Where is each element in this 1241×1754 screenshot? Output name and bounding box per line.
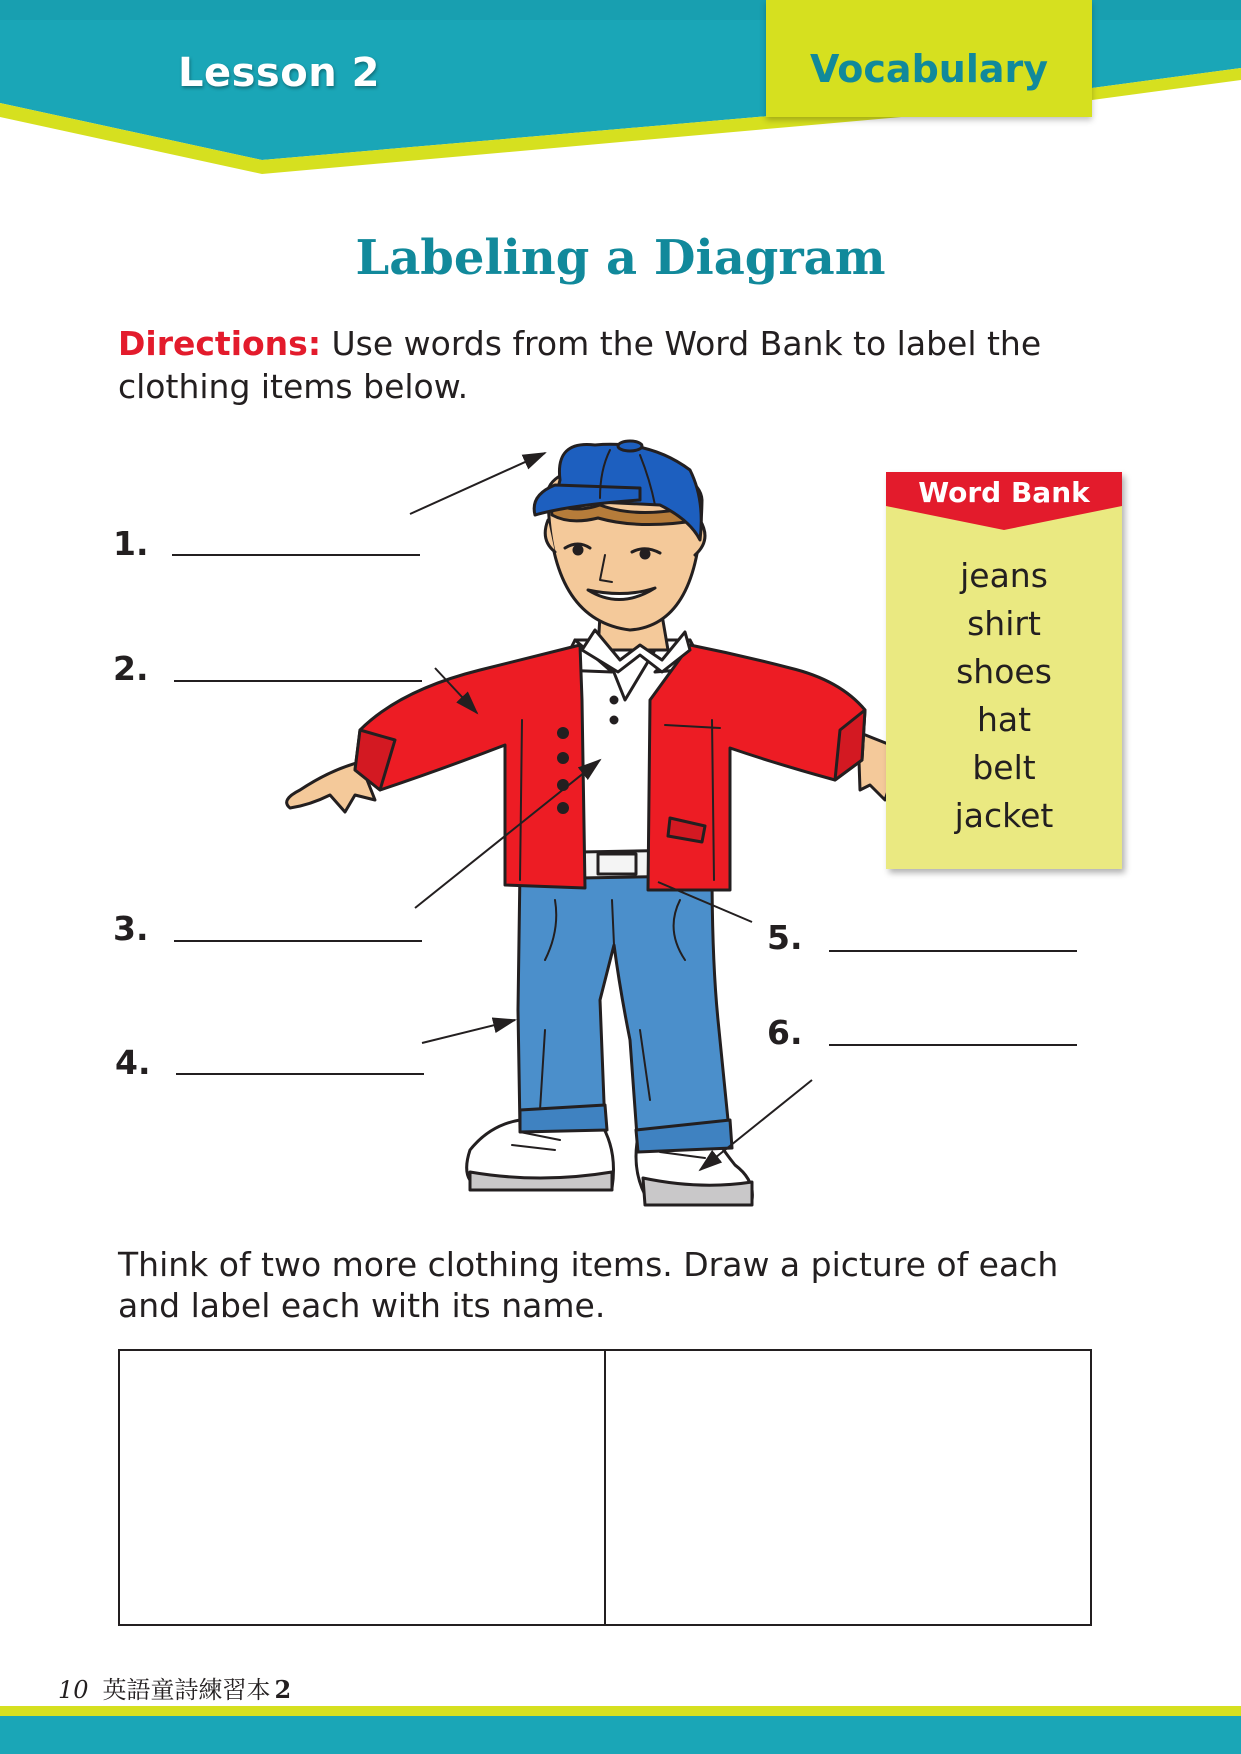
- drawing-box-1[interactable]: [120, 1351, 604, 1624]
- book-title: 英語童詩練習本: [102, 1676, 271, 1704]
- directions: [118, 322, 1078, 408]
- word-bank-item: shoes: [956, 652, 1052, 691]
- drawing-prompt: Think of two more clothing items. Draw a picture of each and label each with its name.: [118, 1245, 1059, 1325]
- label-number-4: 4.: [115, 1043, 151, 1082]
- word-bank-item: hat: [976, 700, 1032, 739]
- lesson-label: Lesson 2: [178, 50, 380, 96]
- label-number-3: 3.: [113, 909, 149, 948]
- label-number-6: 6.: [767, 1013, 803, 1052]
- drawing-box-2[interactable]: [604, 1351, 1090, 1624]
- book-number: 2: [274, 1675, 292, 1704]
- page-header: [0, 0, 1241, 180]
- label-number-2: 2.: [113, 649, 149, 688]
- word-bank-item: shirt: [967, 604, 1041, 643]
- word-bank-item: jeans: [960, 556, 1048, 595]
- jacket-button: [557, 727, 569, 739]
- label-number-5: 5.: [767, 918, 803, 957]
- page-title: Labeling a Diagram: [355, 230, 886, 286]
- jeans-illustration: [518, 868, 732, 1152]
- page-footer: [58, 1670, 291, 1705]
- directions-label: Directions:: [118, 324, 322, 363]
- directions-text: Use words from the Word Bank to label the clothing items below.: [118, 324, 1042, 406]
- arrow-to-hat: [410, 453, 545, 514]
- footer-band: [0, 1706, 1241, 1754]
- arrow-to-jeans: [422, 1020, 515, 1043]
- word-bank-item: jacket: [954, 796, 1054, 835]
- section-label: Vocabulary: [809, 47, 1049, 91]
- label-number-1: 1.: [113, 524, 149, 563]
- word-bank: [886, 472, 1122, 869]
- boy-illustration: [270, 430, 970, 1220]
- word-bank-title: Word Bank: [918, 476, 1090, 509]
- section-tab: [766, 0, 1092, 117]
- word-list: [886, 552, 1122, 840]
- jacket-button: [557, 802, 569, 814]
- drawing-area: [118, 1349, 1092, 1626]
- jacket-button: [557, 752, 569, 764]
- page-number: 10: [58, 1676, 89, 1704]
- word-bank-item: belt: [972, 748, 1036, 787]
